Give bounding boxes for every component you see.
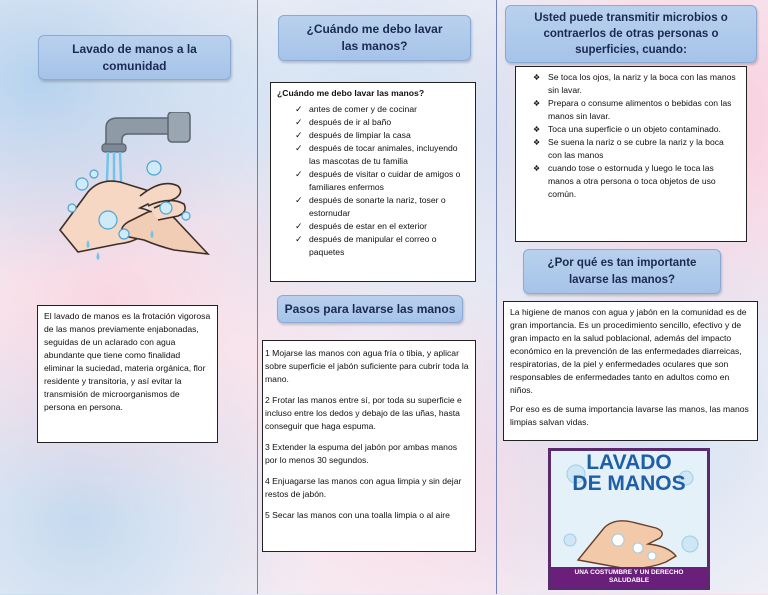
when-item: ✓ después de visitar o cuidar de amigos o familiares enfermos	[277, 168, 469, 194]
poster-title-line2: DE MANOS	[572, 472, 686, 495]
bubble	[119, 229, 129, 239]
why-title: ¿Por qué es tan importante lavarse las manos?	[523, 249, 721, 294]
when-heading: ¿Cuándo me debo lavar las manos?	[277, 88, 425, 98]
definition-box	[37, 305, 218, 443]
hand-washing-illustration	[48, 112, 218, 260]
hand-washing-poster	[548, 448, 710, 590]
bubble	[68, 204, 76, 212]
transmit-list	[522, 71, 740, 201]
steps-title: Pasos para lavarse las manos	[277, 295, 463, 323]
poster-banner-line2: SALUDABLE	[608, 577, 650, 584]
why-paragraph: La higiene de manos con agua y jabón en la comunidad es de gran importancia. Es un procedimiento sencillo, efectivo y de gran impacto en la salud poblacional, además del impacto económico en la prevención de las enfermedades diarreicas, respiratorias, de la piel y enfermedades oculares que son responsables de enfermedades tanto en adultos como en niños.	[510, 307, 747, 395]
steps-list	[265, 347, 469, 522]
transmit-item: ❖ Prepara o consume alimentos o bebidas con las manos sin lavar.	[522, 97, 740, 123]
bubble	[99, 211, 117, 229]
fold-line-right	[496, 0, 497, 594]
when-item: ✓ antes de comer y de cocinar	[277, 103, 469, 116]
transmit-item: ❖ Se toca los ojos, la nariz y la boca con las manos sin lavar.	[522, 71, 740, 97]
step-item: 1 Mojarse las manos con agua fría o tibia, y aplicar sobre superficie el jabón suficiente para cubrir toda la mano.	[265, 348, 469, 384]
transmit-item: ❖ Se suena la nariz o se cubre la nariz y la boca con las manos	[522, 136, 740, 162]
faucet	[104, 118, 176, 146]
when-item: ✓ después de sonarte la nariz, toser o estornudar	[277, 194, 469, 220]
when-item: ✓ después de ir al baño	[277, 116, 469, 129]
transmit-item: ❖ Toca una superficie o un objeto contaminado.	[522, 123, 740, 136]
definition-text: El lavado de manos es la frotación vigorosa de las manos previamente enjabonadas, seguidas de un aclarado con agua abundante que tiene como finalidad eliminar la suciedad, materia orgánica, flor residente y transitoria, y así evitar la transmisión de microorganismos de persona en persona.	[44, 311, 211, 412]
when-box	[270, 82, 476, 282]
transmit-box	[515, 66, 747, 242]
poster-banner-line1: UNA COSTUMBRE Y UN DERECHO	[574, 569, 684, 576]
step-item: 3 Extender la espuma del jabón por ambas manos por lo menos 30 segundos.	[265, 442, 458, 465]
step-item: 4 Enjuagarse las manos con agua limpia y sin dejar restos de jabón.	[265, 476, 462, 499]
fold-line-left	[257, 0, 258, 594]
col3-title: Usted puede transmitir microbios o contraerlos de otras personas o superficies, cuando:	[505, 5, 757, 63]
when-item: ✓ después de manipular el correo o paquetes	[277, 233, 469, 259]
bubble	[182, 212, 190, 220]
when-item: ✓ después de limpiar la casa	[277, 129, 469, 142]
water-drop	[97, 252, 100, 260]
bubble	[76, 178, 88, 190]
bubble	[90, 170, 98, 178]
transmit-item: ❖ cuando tose o estornuda y luego le toca las manos a otra persona o toca objetos de uso común.	[522, 162, 740, 201]
faucet-nozzle	[102, 144, 126, 152]
poster-title-line1: LAVADO	[586, 451, 672, 474]
why-box	[503, 301, 758, 441]
when-item: ✓ después de estar en el exterior	[277, 220, 469, 233]
col2-title: ¿Cuándo me debo lavar las manos?	[278, 15, 471, 61]
step-item: 2 Frotar las manos entre sí, por toda su superficie e incluso entre los dedos y debajo de las uñas, hasta conseguir que haga espuma.	[265, 395, 462, 431]
when-list	[277, 103, 469, 259]
faucet-base	[168, 112, 190, 142]
why-paragraph: Por eso es de suma importancia lavarse las manos, las manos limpias salvan vidas.	[510, 404, 749, 427]
col1-title: Lavado de manos a la comunidad	[38, 35, 231, 80]
when-item: ✓ después de tocar animales, incluyendo las mascotas de tu familia	[277, 142, 469, 168]
bubble	[160, 202, 172, 214]
steps-box	[262, 340, 476, 552]
step-item: 5 Secar las manos con una toalla limpia o al aire	[265, 510, 450, 520]
bubble	[147, 161, 161, 175]
